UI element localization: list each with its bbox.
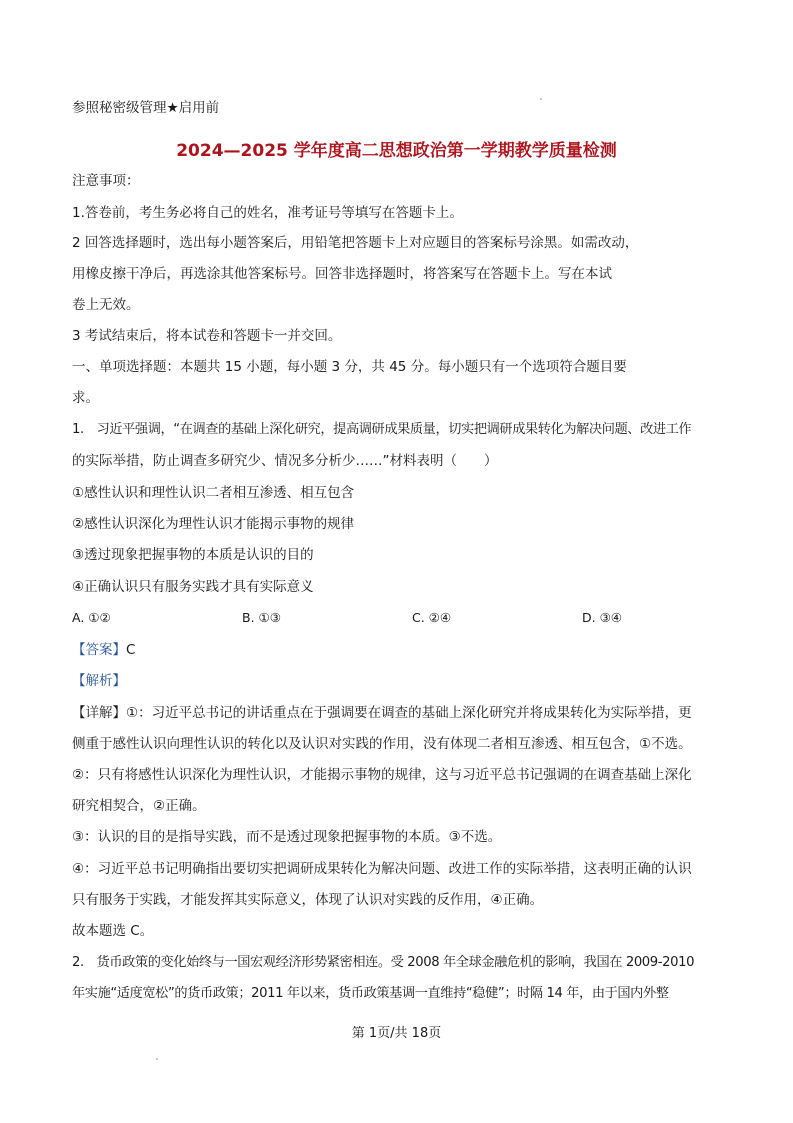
q1-statement-4: ④正确认识只有服务实践才具有实际意义 [72,579,314,595]
q2-stem-line-1: 2. 货币政策的变化始终与一国宏观经济形势紧密相连。受 2008 年全球金融危机的影响，我国在 2009-2010 [72,955,695,970]
q1-detail-1-line-1 [72,704,732,722]
q1-statement-2: ②感性认识深化为理性认识才能揭示事物的规律 [72,516,355,532]
q1-option-c: C. ②④ [412,610,452,625]
note-2-line-3: 卷上无效。 [72,297,140,313]
answer-tag: 【答案】 [72,642,126,658]
detail-tag: 【详解】 [72,705,126,721]
q1-statement-3: ③透过现象把握事物的本质是认识的目的 [72,547,314,563]
q1-detail-4-line-2: 只有服务于实践，才能发挥其实际意义，体现了认识对实践的反作用，④正确。 [72,892,544,908]
q1-detail-3: ③：认识的目的是指导实践，而不是透过现象把握事物的本质。③不选。 [72,829,502,845]
page-title: 2024—2025 学年度高二思想政治第一学期教学质量检测 [176,141,617,161]
q1-stem-line-1: 1. 习近平强调，“在调查的基础上深化研究，提高调研成果质量，切实把调研成果转化为解决问题、改进工作 [72,422,692,437]
q1-option-d: D. ③④ [582,610,622,625]
notes-heading: 注意事项： [72,173,140,189]
q2-stem-line-2: 年实施“适度宽松”的货币政策；2011 年以来，货币政策基调一直维持“稳健”；时隔 14 年，由于国内外整 [72,986,669,1001]
q1-detail-4-line-1: ④：习近平总书记明确指出要切实把调研成果转化为解决问题、改进工作的实际举措，这表明正确的认识 [72,861,692,877]
note-1: 1.答卷前，考生务必将自己的姓名，准考证号等填写在答题卡上。 [72,205,463,221]
note-3: 3 考试结束后，将本试卷和答题卡一并交回。 [72,328,342,344]
note-2-line-1: 2 回答选择题时，选出每小题答案后，用铅笔把答题卡上对应题目的答案标号涂黑。如需改动， [72,235,639,251]
q1-answer-line [72,641,732,659]
q1-analysis-line [72,672,732,690]
q1-detail-2-line-1: ②：只有将感性认识深化为理性认识，才能揭示事物的规律，这与习近平总书记强调的在调查基础上深化 [72,767,692,783]
q1-detail-2-line-2: 研究相契合，②正确。 [72,798,206,814]
q1-statement-1: ①感性认识和理性认识二者相互渗透、相互包含 [72,485,355,501]
analysis-tag: 【解析】 [72,673,126,689]
q1-detail-1-line-2: 侧重于感性认识向理性认识的转化以及认识对实践的作用，没有体现二者相互渗透、相互包含，①不选。 [72,736,692,752]
q1-detail-1-text: ①：习近平总书记的讲话重点在于强调要在调查的基础上深化研究并将成果转化为实际举措，更 [126,705,692,721]
q1-option-a: A. ①② [72,610,111,625]
q1-answer-value: C [126,642,136,658]
section-heading: 一、单项选择题：本题共 15 小题，每小题 3 分，共 45 分。每小题只有一个选项符合题目要 [72,359,627,375]
q1-option-b: B. ①③ [242,610,281,625]
q1-stem-line-2: 的实际举措，防止调查多研究少、情况多分析少……”材料表明（ ） [72,453,498,469]
note-2-line-2: 用橡皮擦干净后，再选涂其他答案标号。回答非选择题时，将答案写在答题卡上。写在本试 [72,266,612,282]
section-heading-cont: 求。 [72,390,99,406]
scan-speck [156,1058,158,1060]
page-footer: 第 1页/共 18页 [351,1026,442,1041]
q1-conclusion: 故本题选 C。 [72,923,154,939]
confidential-header: 参照秘密级管理★启用前 [72,100,220,116]
